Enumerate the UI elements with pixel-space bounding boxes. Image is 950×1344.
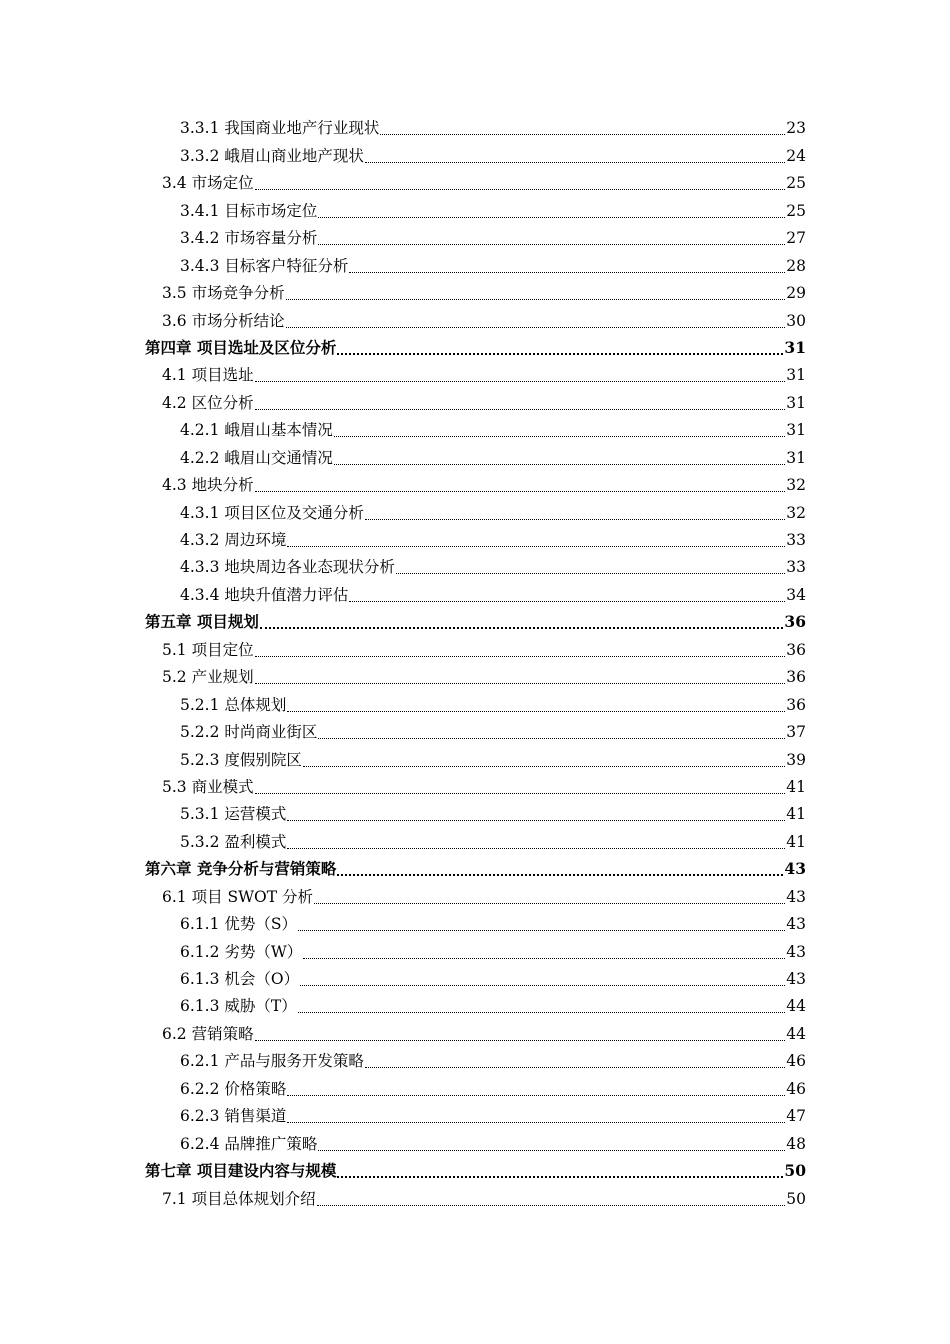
toc-dot-leader <box>318 737 785 739</box>
toc-entry-title: 5.2 产业规划 <box>162 668 254 687</box>
toc-dot-leader <box>314 902 785 904</box>
toc-page-number: 46 <box>786 1052 806 1071</box>
toc-subsection-entry[interactable] <box>0 495 950 522</box>
toc-dot-leader <box>349 600 785 602</box>
toc-dot-leader <box>337 352 783 355</box>
toc-page-number: 43 <box>784 859 806 879</box>
toc-page-number: 44 <box>786 997 806 1016</box>
toc-entry-title: 5.3 商业模式 <box>162 777 254 796</box>
toc-subsection-entry[interactable] <box>0 687 950 714</box>
toc-page-number: 25 <box>786 201 806 220</box>
toc-subsection-entry[interactable] <box>0 523 950 550</box>
toc-entry-title: 6.2.3 销售渠道 <box>180 1107 287 1126</box>
toc-entry-title: 5.2.1 总体规划 <box>180 695 287 714</box>
toc-subsection-entry[interactable] <box>0 742 950 769</box>
toc-chapter-entry[interactable] <box>0 852 950 879</box>
toc-page-number: 43 <box>786 915 806 934</box>
toc-page-number: 43 <box>786 970 806 988</box>
toc-subsection-entry[interactable] <box>0 907 950 934</box>
toc-dot-leader <box>317 1204 786 1206</box>
toc-entry-title: 第六章 竞争分析与营销策略 <box>145 859 337 879</box>
toc-entry-title: 5.1 项目定位 <box>162 640 254 659</box>
toc-section-entry[interactable] <box>0 358 950 385</box>
toc-entry-title: 3.4.3 目标客户特征分析 <box>180 256 349 275</box>
toc-dot-leader <box>255 682 786 684</box>
toc-entry-title: 4.3.2 周边环境 <box>180 531 287 549</box>
toc-entry-title: 4.3 地块分析 <box>162 476 254 495</box>
toc-page-number: 30 <box>786 311 806 330</box>
toc-entry-title: 5.2.3 度假别院区 <box>180 750 302 769</box>
toc-dot-leader <box>298 1011 786 1013</box>
toc-entry-title: 4.2.2 峨眉山交通情况 <box>180 448 333 467</box>
toc-entry-title: 5.3.1 运营模式 <box>180 805 287 824</box>
toc-page-number: 41 <box>786 777 806 796</box>
toc-subsection-entry[interactable] <box>0 1071 950 1098</box>
toc-dot-leader <box>334 463 785 465</box>
toc-entry-title: 第五章 项目规划 <box>145 612 259 632</box>
toc-dot-leader <box>365 518 785 520</box>
toc-page-number: 48 <box>786 1134 806 1153</box>
toc-subsection-entry[interactable] <box>0 797 950 824</box>
toc-dot-leader <box>255 655 786 657</box>
toc-dot-leader <box>255 188 786 190</box>
toc-subsection-entry[interactable] <box>0 715 950 742</box>
toc-dot-leader <box>300 984 785 986</box>
toc-entry-title: 6.2.4 品牌推广策略 <box>180 1134 318 1153</box>
toc-dot-leader <box>287 545 785 547</box>
toc-entry-title: 4.1 项目选址 <box>162 366 254 385</box>
toc-page-number: 32 <box>786 503 806 522</box>
toc-dot-leader <box>396 572 785 574</box>
toc-page-number: 27 <box>786 229 806 248</box>
toc-subsection-entry[interactable] <box>0 248 950 275</box>
toc-page-number: 41 <box>786 832 806 851</box>
toc-page-number: 31 <box>784 337 806 357</box>
toc-dot-leader <box>318 243 785 245</box>
toc-page-number: 43 <box>786 942 806 961</box>
toc-section-entry[interactable] <box>0 276 950 303</box>
toc-page-number: 33 <box>786 558 806 577</box>
toc-page-number: 39 <box>786 750 806 769</box>
toc-page-number: 31 <box>786 421 806 440</box>
toc-page-number: 36 <box>786 668 806 687</box>
toc-subsection-entry[interactable] <box>0 934 950 961</box>
toc-dot-leader <box>337 873 783 876</box>
toc-page-number: 31 <box>786 393 806 412</box>
toc-dot-leader <box>349 271 785 273</box>
toc-dot-leader <box>255 490 786 492</box>
toc-section-entry[interactable] <box>0 1181 950 1208</box>
toc-dot-leader <box>380 133 785 135</box>
toc-entry-title: 第七章 项目建设内容与规模 <box>145 1161 337 1181</box>
toc-entry-title: 3.5 市场竞争分析 <box>162 284 285 303</box>
toc-entry-title: 6.1 项目 SWOT 分析 <box>162 887 314 906</box>
toc-entry-title: 3.4.1 目标市场定位 <box>180 201 318 220</box>
toc-entry-title: 4.3.3 地块周边各业态现状分析 <box>180 558 395 577</box>
toc-page-number: 43 <box>786 887 806 906</box>
toc-entry-title: 3.3.2 峨眉山商业地产现状 <box>180 146 364 165</box>
toc-page-number: 41 <box>786 805 806 824</box>
toc-subsection-entry[interactable] <box>0 193 950 220</box>
toc-entry-title: 6.1.3 机会（O） <box>180 970 300 988</box>
toc-page-number: 28 <box>786 256 806 275</box>
toc-page-number: 34 <box>786 585 806 604</box>
toc-entry-title: 4.3.1 项目区位及交通分析 <box>180 503 364 522</box>
toc-section-entry[interactable] <box>0 385 950 412</box>
toc-page-number: 23 <box>786 119 806 138</box>
toc-subsection-entry[interactable] <box>0 989 950 1016</box>
toc-section-entry[interactable] <box>0 770 950 797</box>
toc-page-number: 36 <box>784 612 806 632</box>
toc-entry-title: 5.3.2 盈利模式 <box>180 832 287 851</box>
toc-entry-title: 4.2 区位分析 <box>162 393 254 412</box>
toc-section-entry[interactable] <box>0 468 950 495</box>
toc-section-entry[interactable] <box>0 1016 950 1043</box>
toc-page-number: 50 <box>786 1189 806 1208</box>
toc-dot-leader <box>260 626 784 629</box>
toc-dot-leader <box>337 1175 783 1178</box>
toc-subsection-entry[interactable] <box>0 221 950 248</box>
toc-entry-title: 4.2.1 峨眉山基本情况 <box>180 421 333 440</box>
toc-page-number: 33 <box>786 531 806 549</box>
toc-dot-leader <box>286 298 786 300</box>
toc-page-number: 31 <box>786 448 806 467</box>
toc-subsection-entry[interactable] <box>0 824 950 851</box>
toc-page-number: 37 <box>786 723 806 742</box>
toc-section-entry[interactable] <box>0 632 950 659</box>
toc-page-number: 32 <box>786 476 806 495</box>
toc-section-entry[interactable] <box>0 879 950 906</box>
toc-dot-leader <box>255 408 786 410</box>
toc-subsection-entry[interactable] <box>0 111 950 138</box>
toc-entry-title: 3.3.1 我国商业地产行业现状 <box>180 119 380 138</box>
toc-dot-leader <box>287 710 785 712</box>
toc-dot-leader <box>287 847 785 849</box>
toc-dot-leader <box>318 1149 785 1151</box>
toc-entry-title: 7.1 项目总体规划介绍 <box>162 1189 316 1208</box>
toc-dot-leader <box>334 435 785 437</box>
toc-entry-title: 5.2.2 时尚商业街区 <box>180 723 318 742</box>
toc-section-entry[interactable] <box>0 303 950 330</box>
toc-entry-title: 3.6 市场分析结论 <box>162 311 285 330</box>
toc-section-entry[interactable] <box>0 166 950 193</box>
toc-dot-leader <box>255 380 786 382</box>
toc-dot-leader <box>365 1066 785 1068</box>
toc-entry-title: 6.2.2 价格策略 <box>180 1079 287 1098</box>
toc-dot-leader <box>286 326 786 328</box>
toc-dot-leader <box>287 1121 785 1123</box>
toc-entry-title: 3.4 市场定位 <box>162 174 254 193</box>
toc-subsection-entry[interactable] <box>0 550 950 577</box>
toc-chapter-entry[interactable] <box>0 1154 950 1181</box>
toc-chapter-entry[interactable] <box>0 331 950 358</box>
toc-entry-title: 4.3.4 地块升值潜力评估 <box>180 585 349 604</box>
toc-dot-leader <box>255 792 786 794</box>
toc-page-number: 24 <box>786 146 806 165</box>
toc-dot-leader <box>365 161 785 163</box>
toc-page-number: 31 <box>786 366 806 385</box>
table-of-contents <box>0 111 950 1209</box>
toc-dot-leader <box>303 957 785 959</box>
toc-subsection-entry[interactable] <box>0 577 950 604</box>
toc-entry-title: 第四章 项目选址及区位分析 <box>145 337 337 357</box>
toc-dot-leader <box>255 1039 786 1041</box>
toc-entry-title: 6.2.1 产品与服务开发策略 <box>180 1052 364 1071</box>
toc-page-number: 50 <box>784 1161 806 1181</box>
toc-page-number: 25 <box>786 174 806 193</box>
toc-dot-leader <box>287 819 785 821</box>
toc-dot-leader <box>303 765 785 767</box>
toc-page-number: 47 <box>786 1107 806 1126</box>
toc-entry-title: 3.4.2 市场容量分析 <box>180 229 318 248</box>
toc-subsection-entry[interactable] <box>0 1044 950 1071</box>
toc-page-number: 44 <box>786 1024 806 1043</box>
toc-dot-leader <box>287 1094 785 1096</box>
toc-subsection-entry[interactable] <box>0 1099 950 1126</box>
toc-subsection-entry[interactable] <box>0 1126 950 1153</box>
toc-entry-title: 6.1.2 劣势（W） <box>180 942 303 961</box>
toc-page-number: 46 <box>786 1079 806 1098</box>
toc-dot-leader <box>318 216 785 218</box>
toc-entry-title: 6.1.3 威胁（T） <box>180 997 297 1016</box>
toc-subsection-entry[interactable] <box>0 440 950 467</box>
toc-page-number: 29 <box>786 284 806 303</box>
toc-subsection-entry[interactable] <box>0 413 950 440</box>
toc-entry-title: 6.1.1 优势（S） <box>180 915 297 934</box>
toc-subsection-entry[interactable] <box>0 138 950 165</box>
toc-entry-title: 6.2 营销策略 <box>162 1024 254 1043</box>
toc-chapter-entry[interactable] <box>0 605 950 632</box>
toc-subsection-entry[interactable] <box>0 962 950 989</box>
toc-dot-leader <box>298 929 785 931</box>
toc-page-number: 36 <box>786 640 806 659</box>
toc-page-number: 36 <box>786 695 806 714</box>
toc-section-entry[interactable] <box>0 660 950 687</box>
